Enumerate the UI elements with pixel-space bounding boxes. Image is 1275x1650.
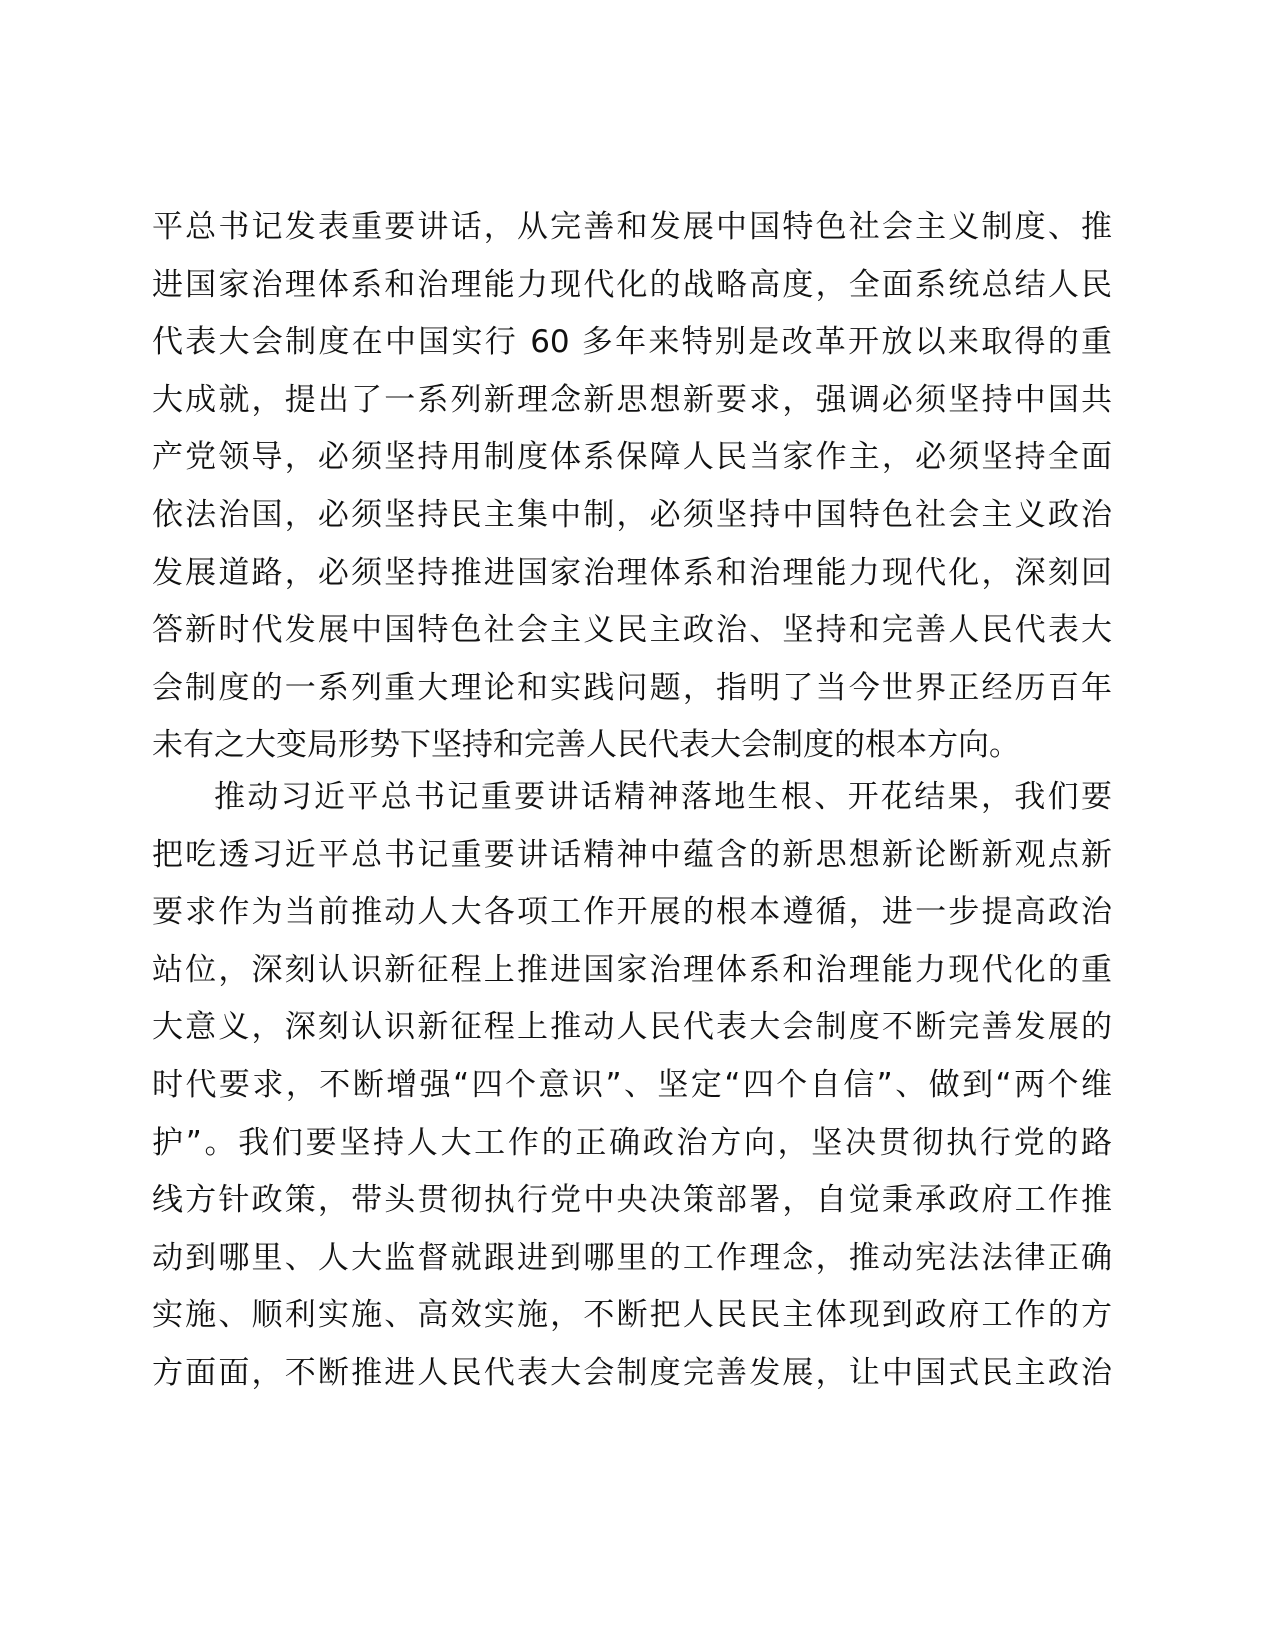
- text-line: 站位，深刻认识新征程上推进国家治理体系和治理能力现代化的重: [152, 951, 1112, 988]
- text-line: 实施、顺利实施、高效实施，不断把人民民主体现到政府工作的方: [152, 1297, 1112, 1334]
- text-line: 大成就，提出了一系列新理念新思想新要求，强调必须坚持中国共: [152, 381, 1112, 418]
- text-line: 答新时代发展中国特色社会主义民主政治、坚持和完善人民代表大: [152, 612, 1112, 649]
- text-line: 代表大会制度在中国实行 60 多年来特别是改革开放以来取得的重: [152, 324, 1112, 361]
- text-line: 会制度的一系列重大理论和实践问题，指明了当今世界正经历百年: [152, 669, 1112, 706]
- text-line: 依法治国，必须坚持民主集中制，必须坚持中国特色社会主义政治: [152, 496, 1112, 533]
- paragraph-1: [152, 199, 1112, 775]
- text-line: 未有之大变局形势下坚持和完善人民代表大会制度的根本方向。: [152, 727, 1020, 764]
- text-line: 进国家治理体系和治理能力现代化的战略高度，全面系统总结人民: [152, 266, 1112, 303]
- text-line-indented: 推动习近平总书记重要讲话精神落地生根、开花结果，我们要: [214, 779, 1112, 815]
- text-line: 要求作为当前推动人大各项工作开展的根本遵循，进一步提高政治: [152, 894, 1112, 931]
- text-line: 方面面，不断推进人民代表大会制度完善发展，让中国式民主政治: [152, 1354, 1112, 1391]
- text-line: 大意义，深刻认识新征程上推动人民代表大会制度不断完善发展的: [152, 1009, 1112, 1046]
- paragraph-2: [152, 769, 1112, 1403]
- text-line: 把吃透习近平总书记重要讲话精神中蕴含的新思想新论断新观点新: [152, 836, 1112, 873]
- text-line: 时代要求，不断增强“四个意识”、坚定“四个自信”、做到“两个维: [152, 1066, 1112, 1103]
- text-line: 护”。我们要坚持人大工作的正确政治方向，坚决贯彻执行党的路: [152, 1124, 1112, 1161]
- text-line: 线方针政策，带头贯彻执行党中央决策部署，自觉秉承政府工作推: [152, 1182, 1112, 1219]
- text-line: 平总书记发表重要讲话，从完善和发展中国特色社会主义制度、推: [152, 209, 1112, 245]
- text-line: 发展道路，必须坚持推进国家治理体系和治理能力现代化，深刻回: [152, 554, 1112, 591]
- text-line: 产党领导，必须坚持用制度体系保障人民当家作主，必须坚持全面: [152, 439, 1112, 476]
- text-line: 动到哪里、人大监督就跟进到哪里的工作理念，推动宪法法律正确: [152, 1239, 1112, 1276]
